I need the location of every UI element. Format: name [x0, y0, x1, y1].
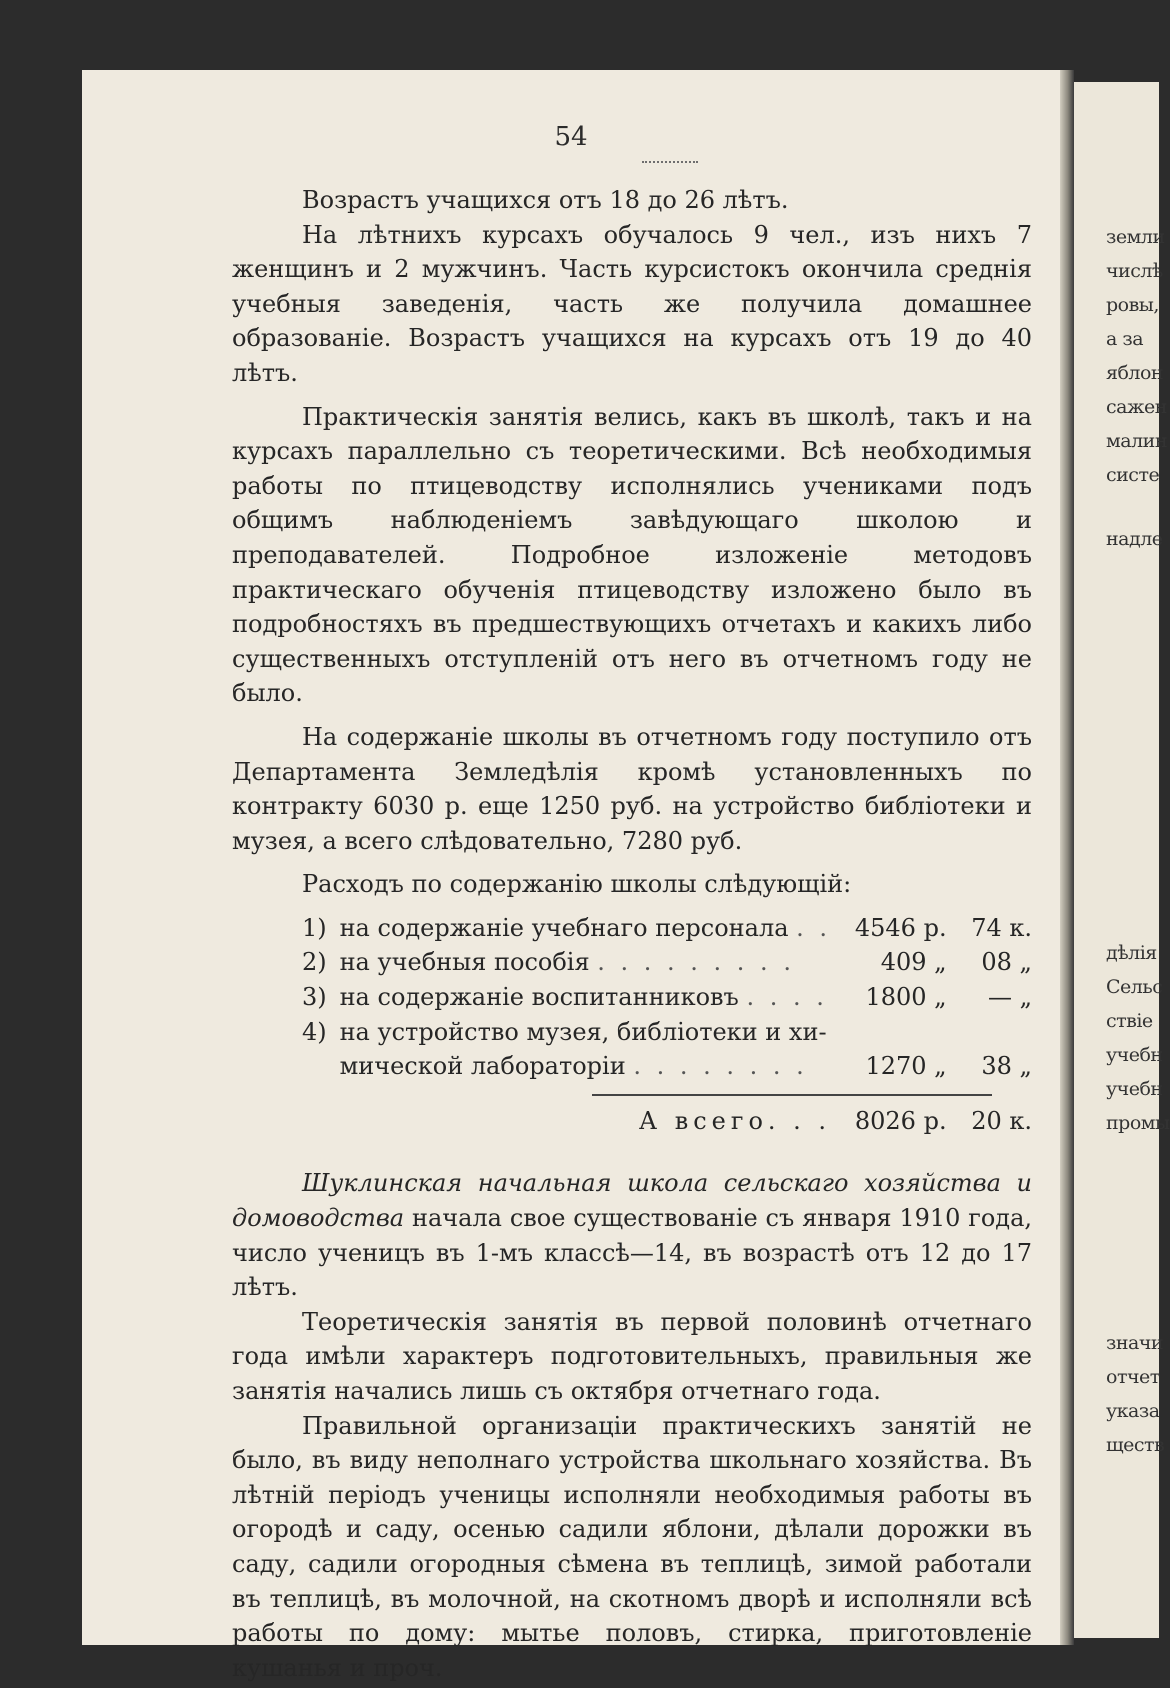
- expense-rubles: 1270 „: [865, 1052, 947, 1081]
- paragraph-theory: Теоретическія занятія въ первой половинѣ отчетнаго года имѣли характеръ подготовительныхъ, правильныя же занятія начались лишь съ октября отчетнаго года.: [232, 1307, 1032, 1405]
- facing-page-line: малин: [1106, 430, 1168, 452]
- total-rubles: 8026 р.: [854, 1106, 947, 1135]
- facing-page-line: надле: [1106, 528, 1163, 550]
- facing-page-line: дѣлія: [1106, 942, 1157, 964]
- facing-page-line: сажен: [1106, 396, 1167, 418]
- page-number-flourish: [642, 158, 698, 163]
- facing-page-line: яблон: [1106, 362, 1164, 384]
- facing-page-line: ствіе: [1106, 1010, 1153, 1032]
- expense-description: на содержаніе воспитанниковъ . . . .: [339, 983, 828, 1012]
- paragraph-practical-work: Практическія занятія велись, какъ въ школѣ, такъ и на курсахъ параллельно съ теоретическими. Всѣ необходимыя работы по птицеводству исполнялись учениками подъ общимъ наблюденіемъ завѣдующаго школою и преподавателей. Подробное изложеніе методовъ практическаго обученія птицеводству изложено было въ подробностяхъ въ предшествующихъ отчетахъ и какихъ либо существенныхъ отступленій отъ него въ отчетномъ году не было.: [232, 402, 1032, 708]
- expense-rubles: 1800 „: [865, 983, 947, 1012]
- expense-total-row: [302, 1104, 1032, 1139]
- expenses-heading: Расходъ по содержанію школы слѣдующій:: [302, 870, 852, 899]
- total-kopecks: 20 к.: [971, 1106, 1032, 1135]
- leader-dots: . .: [796, 913, 832, 942]
- paragraph-practice: Правильной организаціи практическихъ занятій не было, въ виду неполнаго устройства школьнаго хозяйства. Въ лѣтній періодъ ученицы исполняли необходимыя работы въ огородѣ и саду, осенью садили яблони, дѣлали дорожки въ саду, садили огородныя сѣмена въ теплицѣ, зимой работали въ теплицѣ, въ молочной, на скотномъ дворѣ и исполняли всѣ работы по дому: мытье половъ, стирка, приготовленіе кушанья и проч.: [232, 1411, 1032, 1682]
- page-number: 54: [554, 122, 588, 152]
- expense-row: [302, 911, 1032, 946]
- expense-description: на учебныя пособія . . . . . . . . .: [339, 948, 795, 977]
- expense-kopecks: 08 „: [981, 948, 1032, 977]
- document-page: [82, 70, 1060, 1682]
- sum-rule: [592, 1094, 992, 1096]
- expense-number: 1): [302, 913, 327, 942]
- facing-page-line: а за: [1106, 328, 1144, 350]
- facing-page-line: значи: [1106, 1332, 1164, 1354]
- facing-page-line: отчет: [1106, 1366, 1160, 1388]
- leader-dots: . . . .: [746, 983, 828, 1012]
- expense-row: [302, 1015, 1032, 1050]
- facing-page-line: учебн: [1106, 1078, 1163, 1100]
- school-title: Шуклинская начальная школа сельскаго хозяйства и домоводства: [232, 1169, 1032, 1233]
- expense-row: [302, 1049, 1032, 1084]
- facing-page: [1068, 82, 1170, 1638]
- paragraph-funding: На содержаніе школы въ отчетномъ году поступило отъ Департамента Земледѣлія кромѣ установленныхъ по контракту 6030 р. еще 1250 руб. на устройство библіотеки и музея, а всего слѣдовательно, 7280 руб.: [232, 722, 1032, 855]
- page-body: [232, 183, 1032, 1685]
- leader-dots: . . . . . . . .: [633, 1052, 808, 1081]
- facing-page-line: ществ: [1106, 1434, 1165, 1456]
- book-spine-shadow: [1058, 70, 1074, 1645]
- facing-page-line: Сельс: [1106, 976, 1163, 998]
- facing-page-line: ровы,: [1106, 294, 1159, 316]
- expense-description: на устройство музея, библіотеки и хи-: [339, 1017, 827, 1046]
- expense-description: на содержаніе учебнаго персонала . .: [339, 913, 832, 942]
- paragraph-age: Возрастъ учащихся отъ 18 до 26 лѣтъ.: [302, 186, 789, 214]
- facing-page-line: указа: [1106, 1400, 1160, 1422]
- paragraph-shuklinsk-school: Шуклинская начальная школа сельскаго хозяйства и домоводства начала свое существованіе съ января 1910 года, число ученицъ въ 1-мъ классѣ—14, въ возрастѣ отъ 12 до 17 лѣтъ.: [232, 1169, 1032, 1302]
- expense-table: [302, 911, 1032, 1139]
- expense-number: 2): [302, 948, 327, 977]
- expense-number: 4): [302, 1017, 327, 1046]
- facing-page-line: промы: [1106, 1112, 1170, 1134]
- expense-row: [302, 980, 1032, 1015]
- expense-description: мической лабораторіи . . . . . . . .: [339, 1052, 808, 1081]
- total-label: А всего. . .: [638, 1106, 832, 1135]
- expense-kopecks: 38 „: [981, 1052, 1032, 1081]
- facing-page-line: учебн: [1106, 1044, 1163, 1066]
- expense-kopecks: 74 к.: [971, 913, 1032, 942]
- paragraph-summer-courses: На лѣтнихъ курсахъ обучалось 9 чел., изъ нихъ 7 женщинъ и 2 мужчинъ. Часть курсистокъ окончила среднія учебныя заведенія, часть же получила домашнее образованіе. Возрастъ учащихся на курсахъ отъ 19 до 40 лѣтъ.: [232, 220, 1032, 387]
- facing-page-line: числѣ: [1106, 260, 1163, 282]
- leader-dots: . . . . . . . . .: [597, 948, 795, 977]
- facing-page-line: систе: [1106, 464, 1160, 486]
- expense-rubles: 4546 р.: [854, 913, 947, 942]
- expense-kopecks: — „: [987, 983, 1032, 1012]
- expense-rubles: 409 „: [880, 948, 947, 977]
- facing-page-line: земли: [1106, 226, 1165, 248]
- expense-row: [302, 945, 1032, 980]
- expense-number: 3): [302, 983, 327, 1012]
